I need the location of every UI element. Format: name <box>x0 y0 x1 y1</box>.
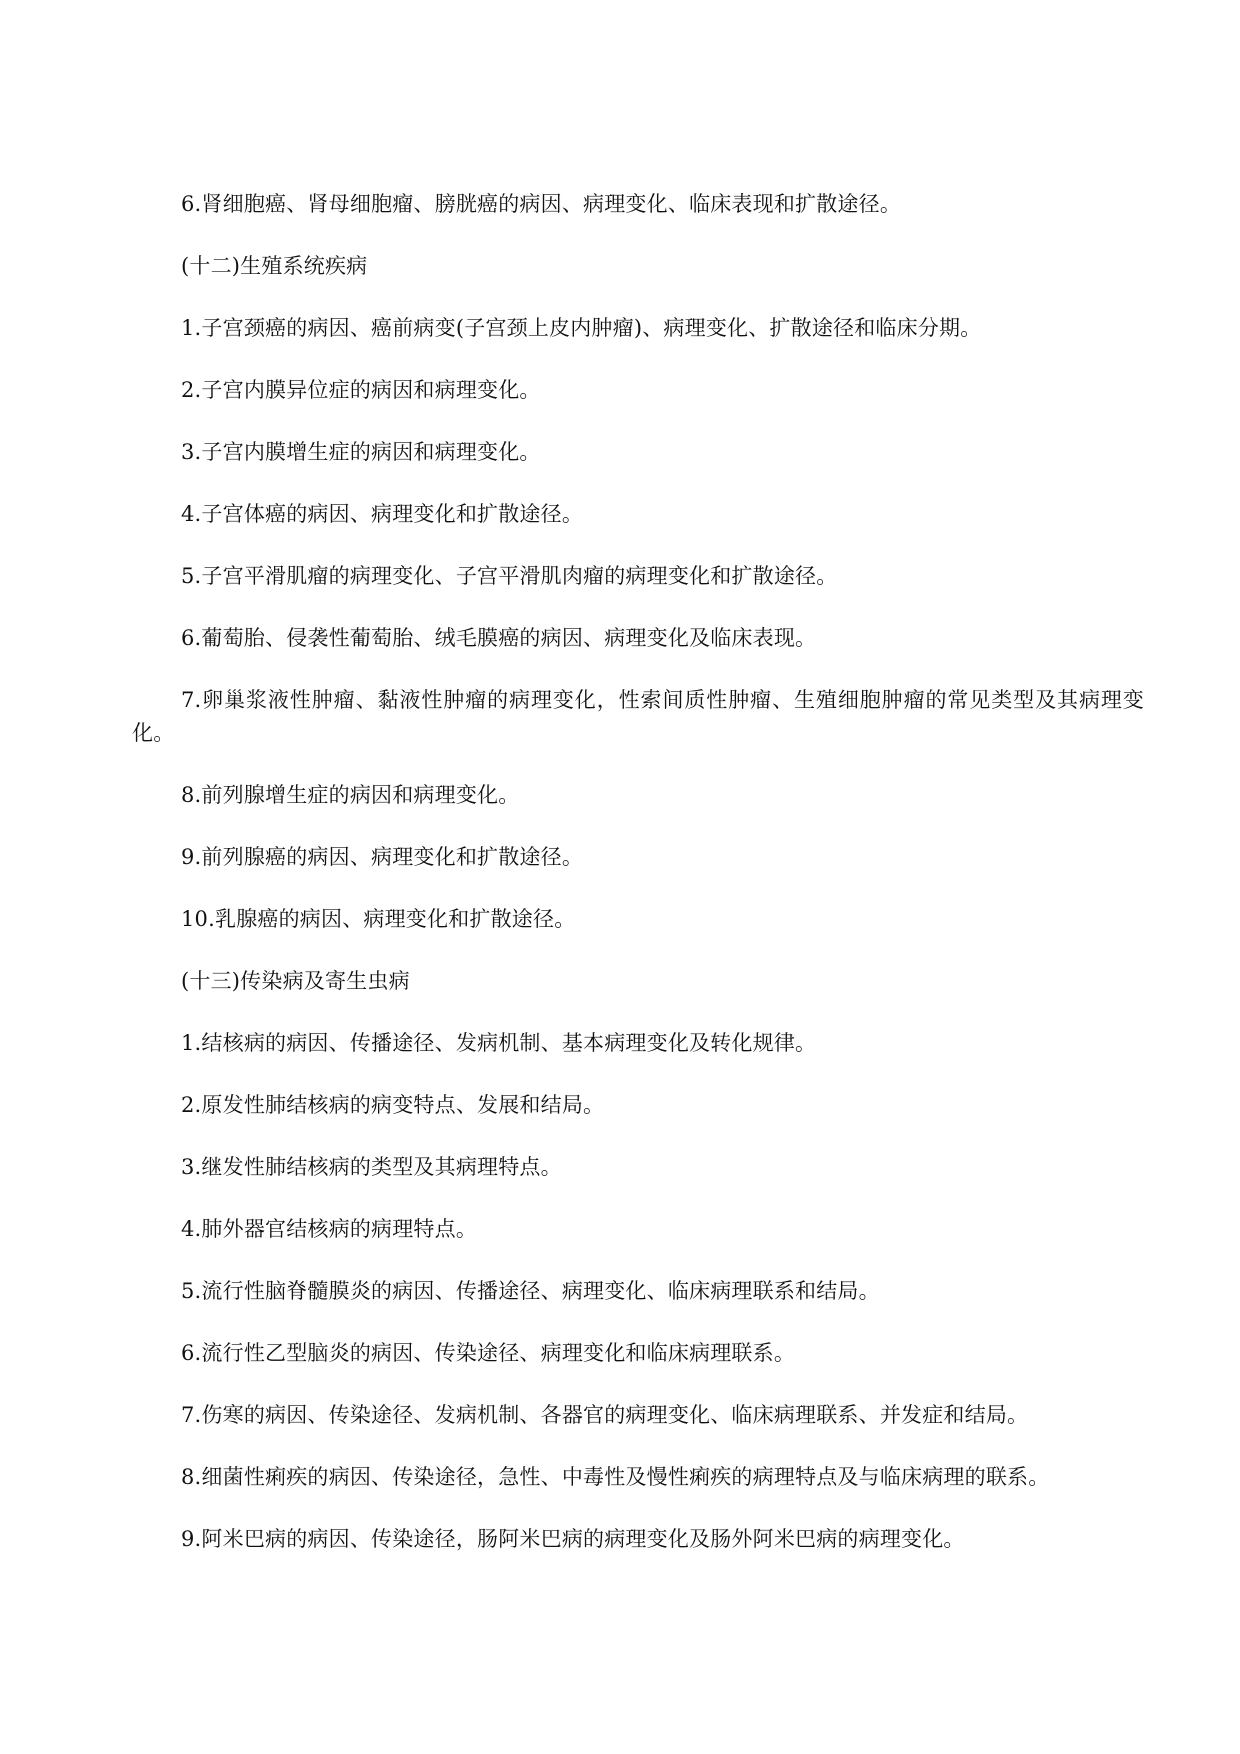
list-item: 1.子宫颈癌的病因、癌前病变(子宫颈上皮内肿瘤)、病理变化、扩散途径和临床分期。 <box>181 316 982 340</box>
list-item: 2.原发性肺结核病的病变特点、发展和结局。 <box>181 1093 605 1117</box>
document-body <box>132 188 1144 1585</box>
list-item: 3.继发性肺结核病的类型及其病理特点。 <box>181 1155 562 1179</box>
list-item: 9.阿米巴病的病因、传染途径，肠阿米巴病的病理变化及肠外阿米巴病的病理变化。 <box>181 1527 965 1551</box>
list-item: 1.结核病的病因、传播途径、发病机制、基本病理变化及转化规律。 <box>181 1031 817 1055</box>
list-item: 5.子宫平滑肌瘤的病理变化、子宫平滑肌肉瘤的病理变化和扩散途径。 <box>181 564 838 588</box>
list-item: 6.肾细胞癌、肾母细胞瘤、膀胱癌的病因、病理变化、临床表现和扩散途径。 <box>181 192 902 216</box>
list-item: 9.前列腺癌的病因、病理变化和扩散途径。 <box>181 845 584 869</box>
list-item: 7.卵巢浆液性肿瘤、黏液性肿瘤的病理变化，性索间质性肿瘤、生殖细胞肿瘤的常见类型及其病理变化。 <box>132 688 1144 745</box>
section-heading: (十三)传染病及寄生虫病 <box>181 969 410 993</box>
list-item: 7.伤寒的病因、传染途径、发病机制、各器官的病理变化、临床病理联系、并发症和结局。 <box>181 1403 1029 1427</box>
list-item: 3.子宫内膜增生症的病因和病理变化。 <box>181 440 541 464</box>
list-item: 6.葡萄胎、侵袭性葡萄胎、绒毛膜癌的病因、病理变化及临床表现。 <box>181 626 817 650</box>
list-item: 5.流行性脑脊髓膜炎的病因、传播途径、病理变化、临床病理联系和结局。 <box>181 1279 880 1303</box>
list-item: 4.子宫体癌的病因、病理变化和扩散途径。 <box>181 502 584 526</box>
list-item: 8.前列腺增生症的病因和病理变化。 <box>181 783 520 807</box>
list-item: 6.流行性乙型脑炎的病因、传染途径、病理变化和临床病理联系。 <box>181 1341 796 1365</box>
section-heading: (十二)生殖系统疾病 <box>181 254 368 278</box>
list-item: 2.子宫内膜异位症的病因和病理变化。 <box>181 378 541 402</box>
list-item: 10.乳腺癌的病因、病理变化和扩散途径。 <box>181 907 576 931</box>
list-item: 8.细菌性痢疾的病因、传染途径，急性、中毒性及慢性痢疾的病理特点及与临床病理的联系。 <box>181 1465 1050 1489</box>
list-item: 4.肺外器官结核病的病理特点。 <box>181 1217 478 1241</box>
